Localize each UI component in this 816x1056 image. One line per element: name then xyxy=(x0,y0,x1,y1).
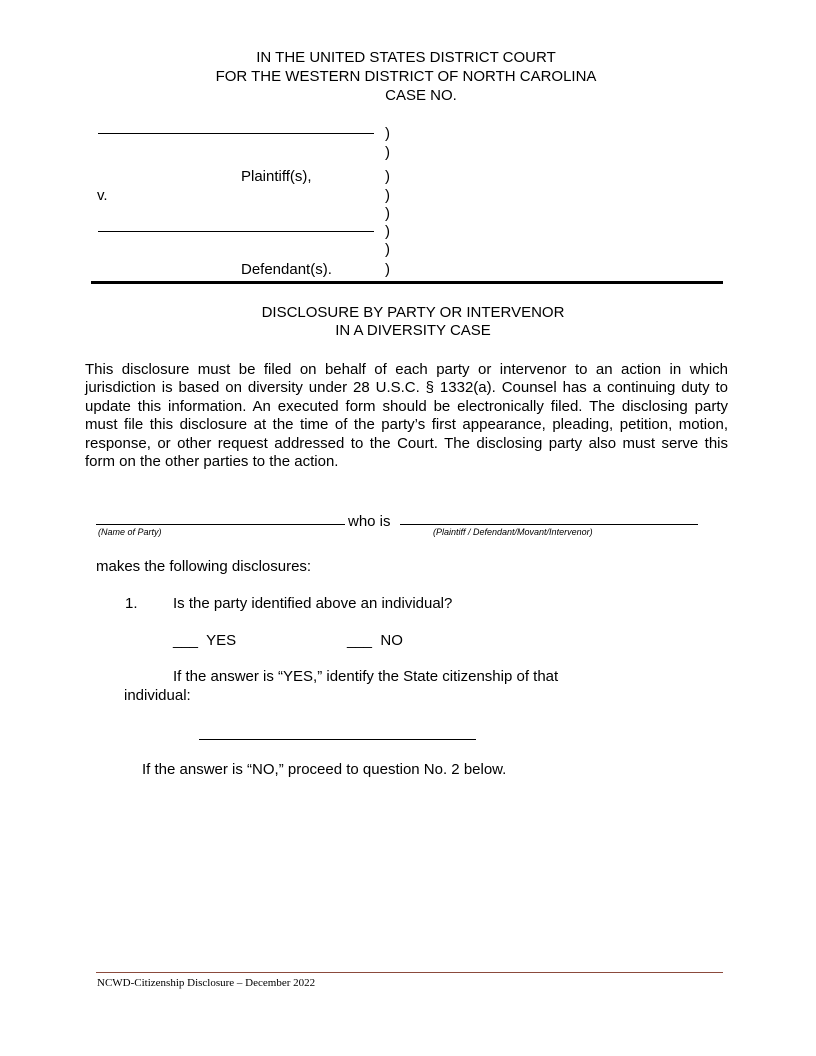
who-is-label: who is xyxy=(348,513,391,530)
state-citizenship-line[interactable] xyxy=(199,739,476,740)
caption-paren: ) xyxy=(385,205,390,222)
if-yes-text-line1: If the answer is “YES,” identify the State citizenship of that xyxy=(173,668,559,685)
caption-paren: ) xyxy=(385,223,390,240)
defendant-label: Defendant(s). xyxy=(241,261,332,278)
question-1-number: 1. xyxy=(125,595,138,612)
makes-disclosures-text: makes the following disclosures: xyxy=(96,558,312,575)
court-name-line1: IN THE UNITED STATES DISTRICT COURT xyxy=(256,49,556,66)
versus-label: v. xyxy=(97,187,108,204)
court-name-line2: FOR THE WESTERN DISTRICT OF NORTH CAROLINA xyxy=(215,68,597,85)
defendant-name-line[interactable] xyxy=(98,231,374,232)
caption-paren: ) xyxy=(385,144,390,161)
caption-paren: ) xyxy=(385,261,390,278)
name-of-party-caption: (Name of Party) xyxy=(98,527,162,537)
party-role-line[interactable] xyxy=(400,524,698,525)
instructions-paragraph: This disclosure must be filed on behalf of each party or intervenor to an action in which jurisdiction is based on diversity under 28 U.S.C. § 1332(a). Counsel has a continuing duty to update this information. An executed form should be electronically filed. The disclosing party must file this disclosure at the time of the party’s first appearance, pleading, petition, motion, response, or other request addressed to the Court. The disclosing party also must serve this form on the other parties to the action. xyxy=(85,361,728,471)
party-name-line[interactable] xyxy=(96,524,345,525)
document-title-line2: IN A DIVERSITY CASE xyxy=(335,322,491,339)
if-no-text: If the answer is “NO,” proceed to question No. 2 below. xyxy=(142,761,507,778)
yes-label: YES xyxy=(206,632,237,649)
party-role-caption: (Plaintiff / Defendant/Movant/Intervenor) xyxy=(433,527,593,537)
question-1-text: Is the party identified above an individual? xyxy=(173,595,453,612)
caption-divider xyxy=(91,281,723,284)
no-checkbox-blank[interactable]: ___ xyxy=(347,632,373,649)
no-label: NO xyxy=(380,632,403,649)
yes-option[interactable] xyxy=(173,632,236,649)
plaintiff-name-line[interactable] xyxy=(98,133,374,134)
no-option[interactable] xyxy=(347,632,403,649)
caption-paren: ) xyxy=(385,168,390,185)
caption-paren: ) xyxy=(385,187,390,204)
yes-checkbox-blank[interactable]: ___ xyxy=(173,632,199,649)
plaintiff-label: Plaintiff(s), xyxy=(241,168,312,185)
caption-paren: ) xyxy=(385,125,390,142)
footer-rule xyxy=(96,972,723,973)
caption-paren: ) xyxy=(385,241,390,258)
document-title-line1: DISCLOSURE BY PARTY OR INTERVENOR xyxy=(261,304,565,321)
case-number-label: CASE NO. xyxy=(385,87,457,104)
if-yes-text-line2: individual: xyxy=(124,687,191,704)
footer-text: NCWD-Citizenship Disclosure – December 2022 xyxy=(97,977,316,989)
